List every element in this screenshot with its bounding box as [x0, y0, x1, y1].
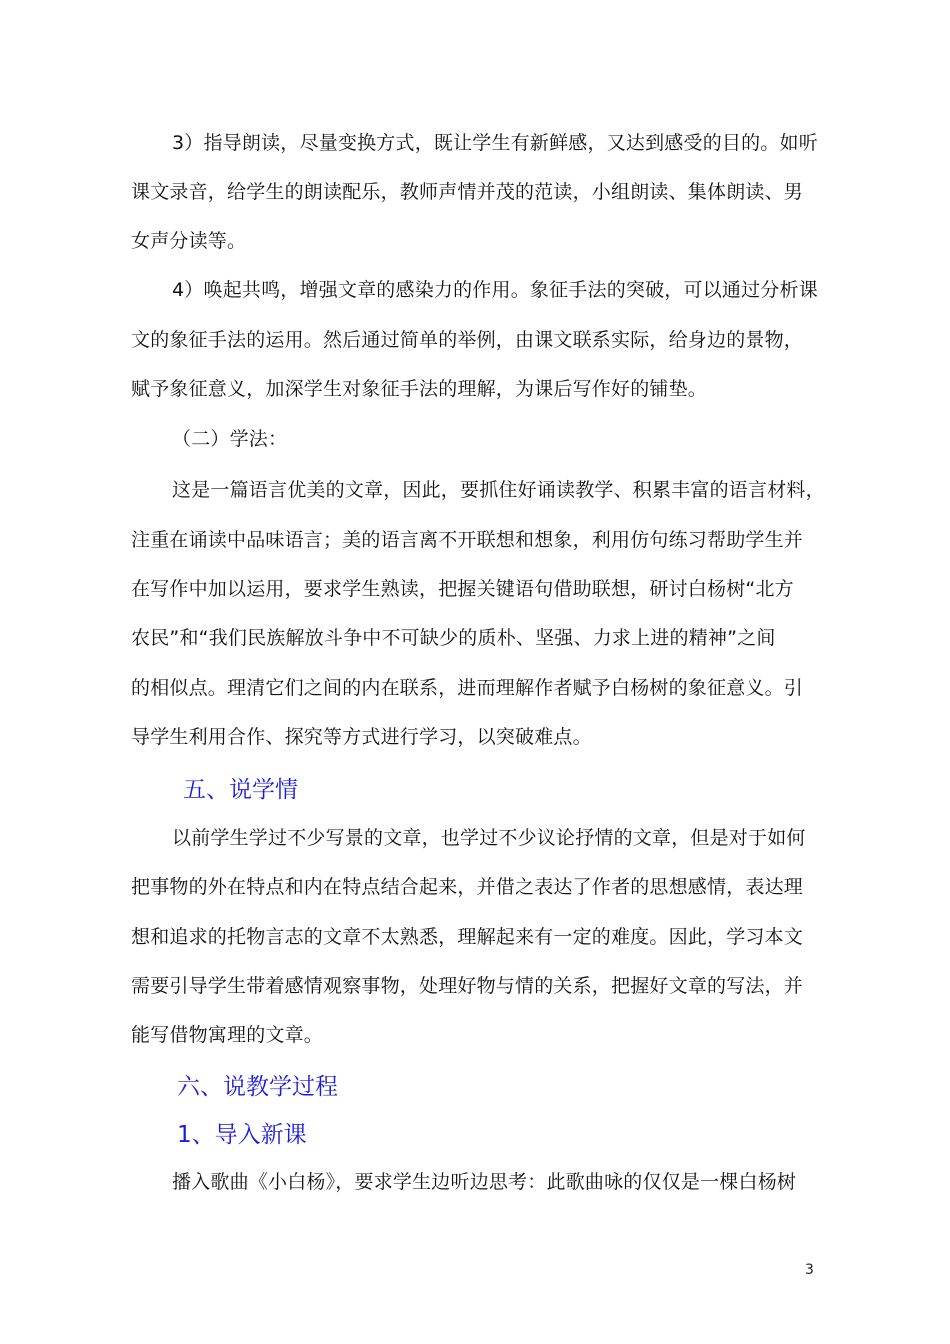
subheading-xuefa: （二）学法： [172, 428, 288, 450]
paragraph-3-line-3: 女声分读等。 [131, 230, 247, 252]
paragraph-xuefa-line-6: 导学生利用合作、探究等方式进行学习，以突破难点。 [131, 726, 592, 748]
paragraph-4-line-1: 4）唤起共鸣，增强文章的感染力的作用。象征手法的突破，可以通过分析课 [172, 279, 818, 301]
section-heading-intro: 1、导入新课 [177, 1122, 307, 1148]
paragraph-xueqing-line-3: 想和追求的托物言志的文章不太熟悉，理解起来有一定的难度。因此，学习本文 [131, 926, 804, 948]
section-heading-process: 六、说教学过程 [177, 1074, 338, 1100]
paragraph-3-line-1: 3）指导朗读，尽量变换方式，既让学生有新鲜感，又达到感受的目的。如听 [172, 132, 818, 154]
section-heading-xueqing: 五、说学情 [183, 777, 298, 803]
paragraph-xueqing-line-1: 以前学生学过不少写景的文章，也学过不少议论抒情的文章，但是对于如何 [172, 827, 806, 849]
paragraph-intro-line-1: 播入歌曲《小白杨》，要求学生边听边思考：此歌曲咏的仅仅是一棵白杨树 [172, 1171, 797, 1193]
page-number: 3 [805, 1262, 814, 1278]
paragraph-xuefa-line-5: 的相似点。理清它们之间的内在联系，进而理解作者赋予白杨树的象征意义。引 [131, 677, 804, 699]
paragraph-xueqing-line-4: 需要引导学生带着感情观察事物，处理好物与情的关系，把握好文章的写法，并 [131, 975, 804, 997]
paragraph-4-line-3: 赋予象征意义，加深学生对象征手法的理解，为课后写作好的铺垫。 [131, 378, 708, 400]
paragraph-xuefa-line-1: 这是一篇语言优美的文章，因此，要抓住好诵读教学、积累丰富的语言材料， [172, 479, 825, 501]
paragraph-xueqing-line-5: 能写借物寓理的文章。 [131, 1024, 324, 1046]
paragraph-xuefa-line-2: 注重在诵读中品味语言；美的语言离不开联想和想象，利用仿句练习帮助学生并 [131, 529, 804, 551]
paragraph-xuefa-line-4: 农民”和“我们民族解放斗争中不可缺少的质朴、坚强、力求上进的精神”之间 [131, 627, 776, 649]
paragraph-xuefa-line-3: 在写作中加以运用，要求学生熟读，把握关键语句借助联想，研讨白杨树“北方 [131, 578, 794, 600]
paragraph-3-line-2: 课文录音，给学生的朗读配乐，教师声情并茂的范读，小组朗读、集体朗读、男 [131, 181, 804, 203]
paragraph-4-line-2: 文的象征手法的运用。然后通过简单的举例，由课文联系实际，给身边的景物， [131, 329, 804, 351]
paragraph-xueqing-line-2: 把事物的外在特点和内在特点结合起来，并借之表达了作者的思想感情，表达理 [131, 876, 804, 898]
